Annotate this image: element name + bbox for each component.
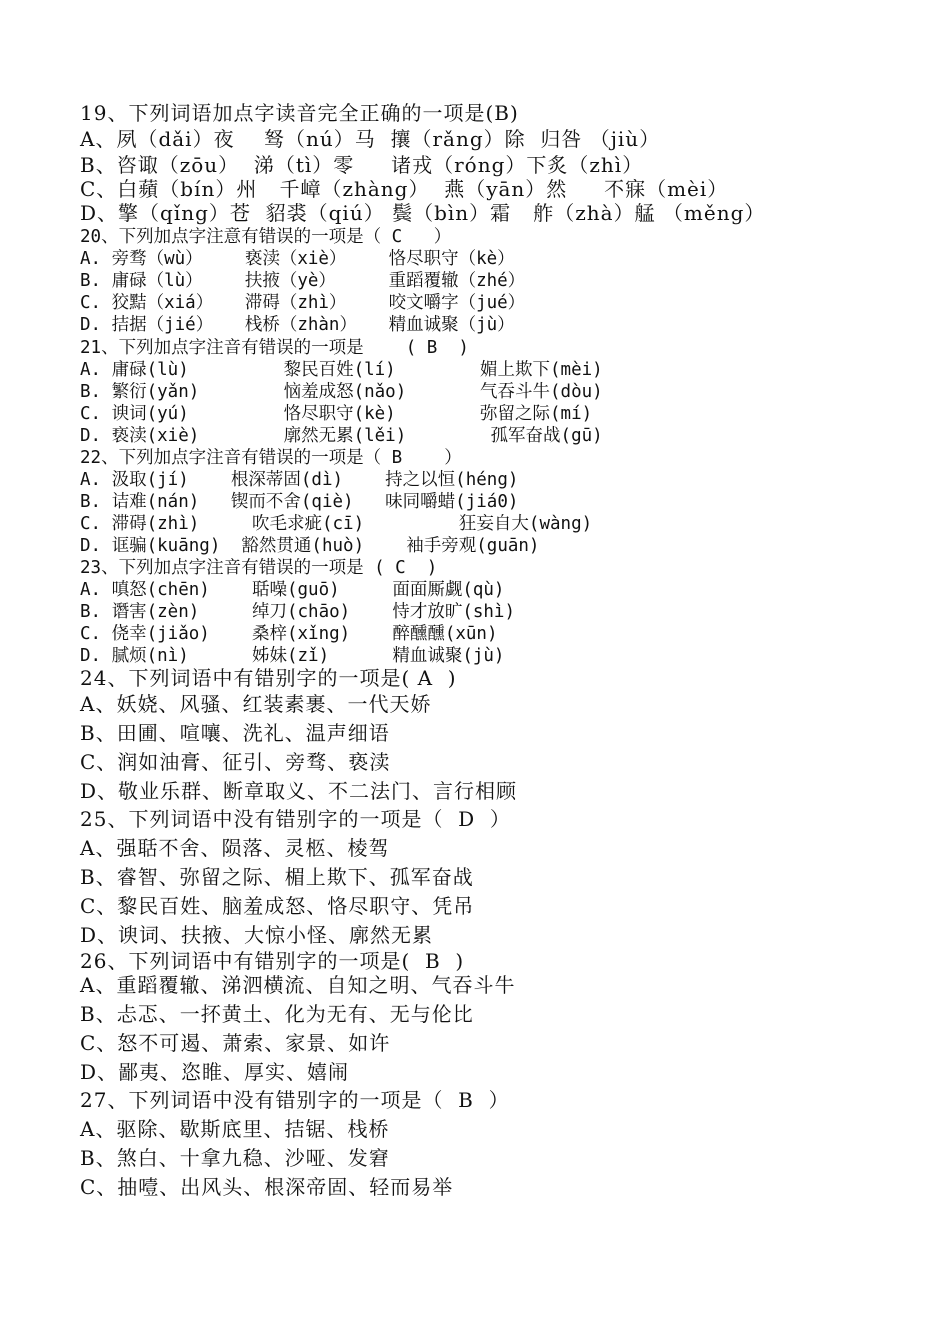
question-25-option-b: B、睿智、弥留之际、楣上欺下、孤军奋战 (80, 865, 474, 889)
question-23-title: 23、下列加点字注音有错误的一项是 ( C ) (80, 558, 438, 578)
question-19-option-c: C、白蘋（bín）州 千嶂（zhàng） 燕（yān）然 不寐（mèi） (80, 177, 729, 201)
question-24-title: 24、下列词语中有错别字的一项是( A ) (80, 666, 457, 690)
question-19-option-b: B、咨诹（zōu） 涕（tì）零 诸戎（róng）下炙（zhì） (80, 153, 644, 177)
question-21-option-d: D. 亵渎(xiè) 廓然无累(lěi) 孤军奋战(gū) (80, 426, 603, 446)
question-26-option-d: D、鄙夷、恣睢、厚实、嬉闹 (80, 1060, 350, 1084)
question-23-option-c: C. 侥幸(jiǎo) 桑梓(xǐng) 醉醺醺(xūn) (80, 624, 498, 644)
question-20-option-d: D. 拮据（jié） 栈桥（zhàn） 精血诚聚（jù） (80, 315, 515, 335)
question-22-option-c: C. 滞碍(zhì) 吹毛求疵(cī) 狂妄自大(wàng) (80, 514, 593, 534)
question-20-option-a: A. 旁骛（wù） 亵渎（xiè） 恪尽职守（kè） (80, 249, 515, 269)
question-21-option-c: C. 谀词(yú) 恪尽职守(kè) 弥留之际(mí) (80, 404, 593, 424)
question-27-option-a: A、驱除、歇斯底里、拮锯、栈桥 (80, 1117, 390, 1141)
question-19-title: 19、下列词语加点字读音完全正确的一项是(B) (80, 101, 519, 125)
question-23-option-b: B. 谮害(zèn) 绰刀(chāo) 恃才放旷(shì) (80, 602, 516, 622)
question-25-option-c: C、黎民百姓、脑羞成怒、恪尽职守、凭吊 (80, 894, 475, 918)
question-20-option-c: C. 狡黠（xiá） 滞碍（zhì） 咬文嚼字（jué） (80, 293, 526, 313)
question-27-title: 27、下列词语中没有错别字的一项是（ B ） (80, 1088, 510, 1112)
question-22-option-b: B. 诘难(nán) 锲而不舍(qiè) 味同嚼蜡(jiá0) (80, 492, 519, 512)
question-24-option-d: D、敬业乐群、断章取义、不二法门、言行相顾 (80, 779, 518, 803)
question-22-option-a: A. 汲取(jí) 根深蒂固(dì) 持之以恒(héng) (80, 470, 519, 490)
question-19-option-a: A、夙（dǎi）夜 驽（nú）马 攘（rǎng）除 归咎 （jiù） (80, 127, 661, 151)
question-26-option-a: A、重蹈覆辙、涕泗横流、自知之明、气吞斗牛 (80, 973, 516, 997)
question-21-option-b: B. 繁衍(yǎn) 恼羞成怒(nǎo) 气吞斗牛(dòu) (80, 382, 603, 402)
question-26-option-c: C、怒不可遏、萧索、家景、如许 (80, 1031, 391, 1055)
question-27-option-c: C、抽噎、出风头、根深帝固、轻而易举 (80, 1175, 454, 1199)
question-25-option-a: A、强聒不舍、陨落、灵柩、棱驾 (80, 836, 390, 860)
question-23-option-a: A. 嗔怒(chēn) 聒噪(guō) 面面厮觑(qù) (80, 580, 505, 600)
question-25-title: 25、下列词语中没有错别字的一项是（ D ） (80, 807, 511, 831)
question-25-option-d: D、谀词、扶掖、大惊小怪、廓然无累 (80, 923, 434, 947)
question-21-option-a: A. 庸碌(lù) 黎民百姓(lí) 媚上欺下(mèi) (80, 360, 603, 380)
question-26-title: 26、下列词语中有错别字的一项是( B ) (80, 949, 465, 973)
question-22-title: 22、下列加点字注音有错误的一项是（ B ） (80, 448, 462, 468)
question-22-option-d: D. 诓骗(kuāng) 豁然贯通(huò) 袖手旁观(guān) (80, 536, 540, 556)
question-26-option-b: B、忐忑、一抔黄土、化为无有、无与伦比 (80, 1002, 474, 1026)
question-23-option-d: D. 腻烦(nì) 姊妹(zǐ) 精血诚聚(jù) (80, 646, 505, 666)
question-24-option-c: C、润如油膏、征引、旁骛、亵渎 (80, 750, 391, 774)
question-20-title: 20、下列加点字注意有错误的一项是（ C ） (80, 227, 452, 247)
question-27-option-b: B、煞白、十拿九稳、沙哑、发窘 (80, 1146, 390, 1170)
question-20-option-b: B. 庸碌（lù） 扶掖（yè） 重蹈覆辙（zhé） (80, 271, 526, 291)
question-21-title: 21、下列加点字注音有错误的一项是 ( B ) (80, 338, 469, 358)
question-24-option-b: B、田圃、喧嚷、洗礼、温声细语 (80, 721, 390, 745)
question-24-option-a: A、妖娆、风骚、红装素裹、一代天娇 (80, 692, 432, 716)
question-19-option-d: D、擎（qǐng）苍 貂裘（qiú） 鬓（bìn）霜 舴（zhà）艋 （měng） (80, 201, 766, 225)
